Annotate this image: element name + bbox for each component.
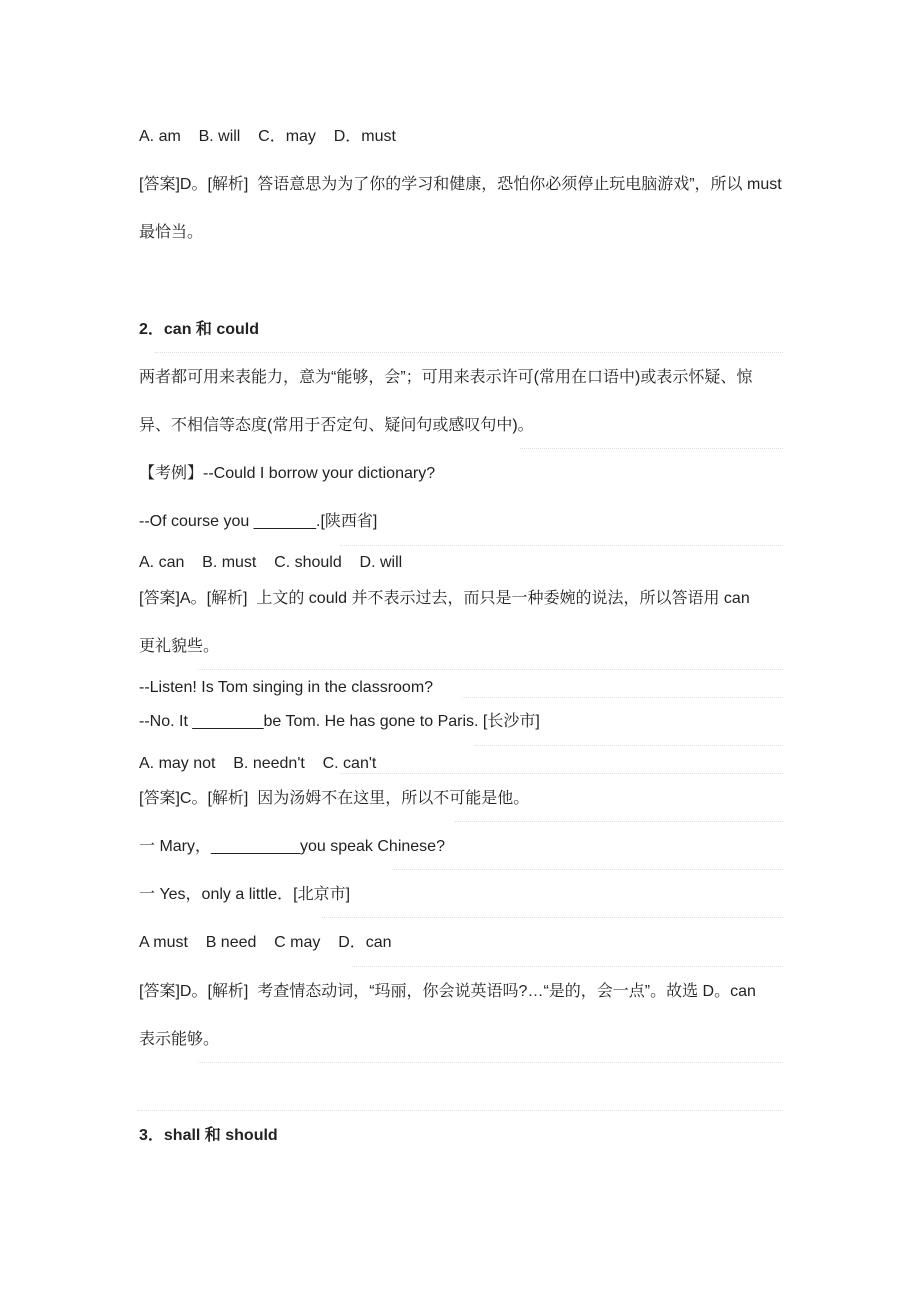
answer-explanation: [答案]C。[解析] 因为汤姆不在这里，所以不可能是他。 — [139, 790, 530, 807]
divider — [322, 917, 783, 918]
divider — [455, 821, 783, 822]
divider — [340, 773, 783, 774]
example-question: 一 Mary，__________you speak Chinese? — [139, 838, 445, 855]
answer-explanation-cont: 表示能够。 — [139, 1031, 220, 1048]
answer-explanation: [答案]A。[解析] 上文的 could 并不表示过去，而只是一种委婉的说法，所以答语用 can — [139, 590, 750, 607]
divider — [392, 869, 783, 870]
question-options: A must B need C may D．can — [139, 934, 392, 951]
example-question: --Listen! Is Tom singing in the classroom? — [139, 679, 434, 696]
paragraph-cont: 异、不相信等态度(常用于否定句、疑问句或感叹句中)。 — [139, 417, 534, 434]
divider — [198, 1062, 783, 1063]
divider — [462, 697, 783, 698]
section-heading: 2．can 和 could — [139, 321, 260, 338]
question-options: A. can B. must C. should D. will — [139, 554, 403, 571]
divider — [155, 352, 783, 353]
answer-explanation-cont: 更礼貌些。 — [139, 638, 220, 655]
example-question: --Of course you _______.[陕西省] — [139, 513, 378, 530]
answer-explanation: [答案]D。[解析] 考查情态动词，“玛丽，你会说英语吗?…“是的，会一点”。故选 D。can — [139, 983, 756, 1000]
section-heading: 3．shall 和 should — [139, 1127, 278, 1144]
question-options: A. am B. will C．may D．must — [139, 128, 396, 145]
divider — [137, 1110, 783, 1111]
example-question: 一 Yes，only a little．[北京市] — [139, 886, 351, 903]
answer-explanation: [答案]D。[解析] 答语意思为为了你的学习和健康，恐怕你必须停止玩电脑游戏”，所以 must — [139, 176, 782, 193]
divider — [475, 745, 783, 746]
paragraph: 两者都可用来表能力，意为“能够，会”；可用来表示许可(常用在口语中)或表示怀疑、惊 — [139, 369, 753, 386]
divider — [340, 545, 783, 546]
divider — [198, 669, 783, 670]
divider — [352, 966, 783, 967]
answer-explanation-cont: 最恰当。 — [139, 224, 204, 241]
example-question: --No. It ________be Tom. He has gone to Paris. [长沙市] — [139, 713, 540, 730]
example-question: 【考例】--Could I borrow your dictionary? — [139, 465, 436, 482]
question-options: A. may not B. needn't C. can't — [139, 755, 377, 772]
divider — [520, 448, 783, 449]
